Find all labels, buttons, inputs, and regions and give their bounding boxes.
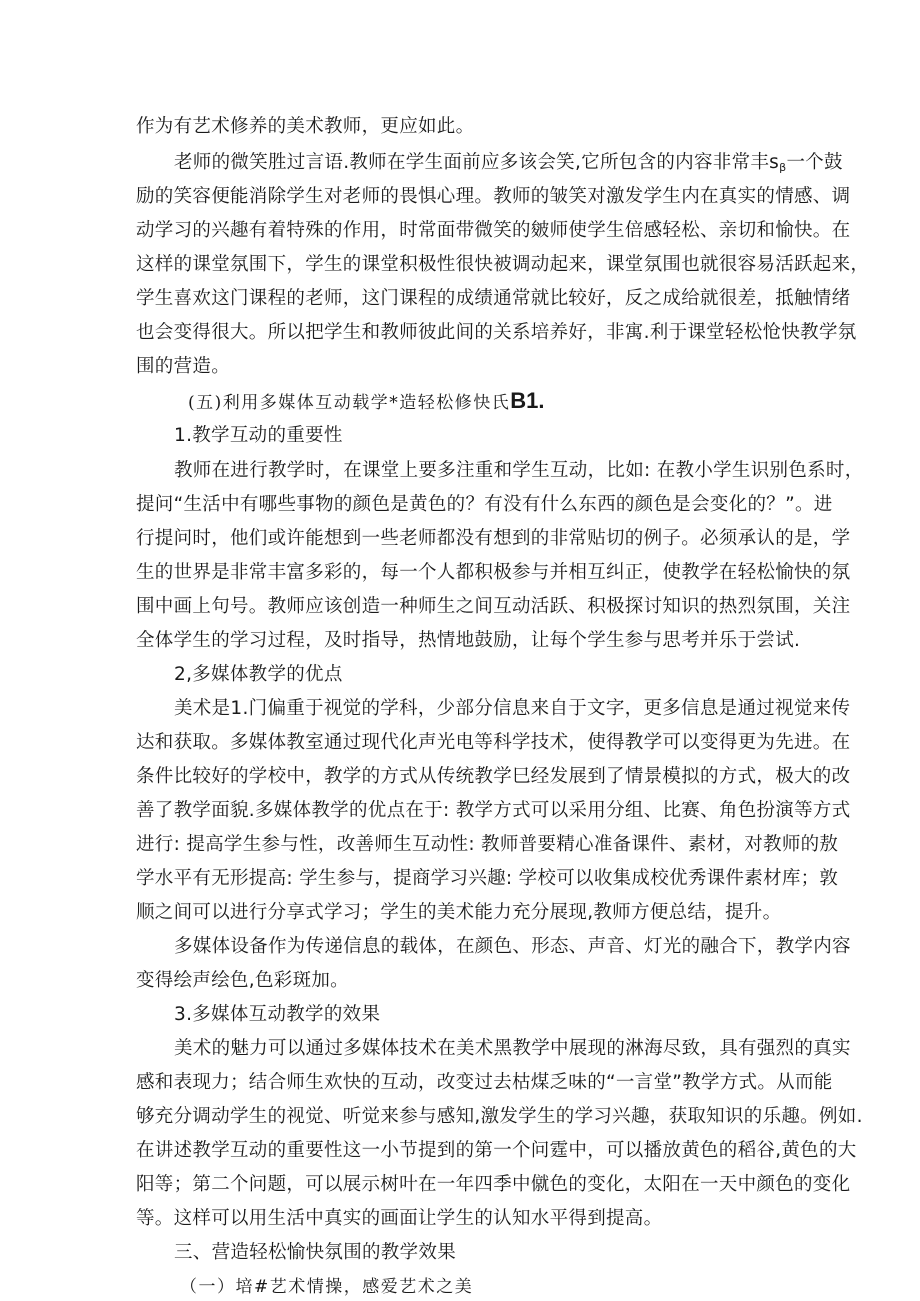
paragraph-line: 变得绘声绘色,色彩斑加。	[136, 970, 349, 991]
paragraph-line: 学生喜欢这门课程的老师，这门课程的成绩通常就比较好，反之成给就很差，抵触情绪	[136, 288, 851, 309]
section-heading: 三、营造轻松愉快氛围的教学效果	[174, 1242, 457, 1263]
paragraph-line: 等。这样可以用生活中真实的画面让学生的认知水平得到提高。	[136, 1208, 663, 1229]
paragraph-line: 围的营造。	[136, 356, 231, 377]
paragraph-line: 动学习的兴趣有着特殊的作用，时常面带微笑的皴师使学生倍感轻松、亲切和愉快。在	[136, 220, 851, 241]
paragraph-line: 全体学生的学习过程，及时指导，热情地鼓励，让每个学生参与思考并乐于尝试.	[136, 630, 801, 651]
subsection-heading: 1.教学互动的重要性	[174, 425, 343, 446]
paragraph-line: 美术的魅力可以通过多媒体技术在美术黑教学中展现的淋海尽致，具有强烈的真实	[174, 1038, 851, 1059]
paragraph-line: 感和表现力；结合师生欢快的互动，改变过去枯煤乏味的“一言堂”教学方式。从而能	[136, 1072, 833, 1093]
paragraph-line: 达和获取。多媒体教室通过现代化声光电等科学技术，使得教学可以变得更为先进。在	[136, 732, 851, 753]
section-heading: (五)利用多媒体互动载学*造轻松修快氏B1.	[188, 388, 545, 413]
paragraph-line: 老师的微笑胜过言语.教师在学生面前应多该会笑,它所包含的内容非常丰$s_\beta$一个鼓	[174, 152, 843, 174]
paragraph-line: 顺之间可以进行分享式学习；学生的美术能力充分展现,教师方便总结，提升。	[136, 902, 782, 923]
paragraph-line: 行提问时，他们或许能想到一些老师都没有想到的非常贴切的例子。必须承认的是，学	[136, 528, 851, 549]
paragraph-line: 够充分调动学生的视觉、听觉来参与感知,激发学生的学习兴趣，获取知识的乐趣。例如.	[136, 1106, 863, 1127]
subsection-heading: 3.多媒体互动教学的效果	[174, 1004, 381, 1025]
paragraph-line: 多媒体设备作为传递信息的载体，在颜色、形态、声音、灯光的融合下，教学内容	[174, 936, 851, 957]
paragraph-line: 教师在进行教学时，在课堂上要多注重和学生互动，比如: 在教小学生识别色系时，	[174, 460, 864, 481]
paragraph-line: 善了教学面貌.多媒体教学的优点在于: 教学方式可以采用分组、比赛、角色扮演等方式	[136, 800, 851, 821]
subsection-heading: 2,多媒体教学的优点	[174, 664, 343, 685]
paragraph-line: 生的世界是非常丰富多彩的，每一个人都积极参与并相互纠正，使教学在轻松愉快的氛	[136, 562, 851, 583]
paragraph-line: 这样的课堂氛围下，学生的课堂积极性很快被调动起来，课堂氛围也就很容易活跃起来，	[136, 254, 870, 275]
paragraph-line: 进行: 提高学生参与性，改善师生互动性: 教师普要精心准备课件、素材，对教师的敖	[136, 834, 839, 855]
paragraph-line: 在讲述教学互动的重要性这一小节提到的第一个问霆中，可以播放黄色的稻谷,黄色的大	[136, 1140, 857, 1161]
paragraph-line: 围中画上句号。教师应该创造一种师生之间互动活跃、积极探讨知识的热烈氛围，关注	[136, 596, 851, 617]
section-heading: （一）培#艺术情操，感爱艺术之美	[180, 1277, 474, 1297]
paragraph-line: 学水平有无形提高: 学生参与，提商学习兴趣: 学校可以收集成校优秀课件素材库；敦	[136, 868, 839, 889]
paragraph-line: 也会变得很大。所以把学生和教师彼此间的关系培养好，非寓.利于课堂轻松怆快教学氛	[136, 322, 857, 343]
paragraph-line: 提问“生活中有哪些事物的颜色是黄色的？有没有什么东西的颜色是会变化的？”。进	[136, 494, 833, 515]
paragraph-line: 阳等；第二个问题，可以展示树叶在一年四季中僦色的变化，太阳在一天中颜色的变化	[136, 1174, 851, 1195]
paragraph-line: 条件比较好的学校中，教学的方式从传统教学巳经发展到了情景模拟的方式，极大的改	[136, 766, 851, 787]
paragraph-line: 美术是1.门偏重于视觉的学科，少部分信息来自于文字，更多信息是通过视觉来传	[174, 698, 851, 719]
paragraph-line: 作为有艺术修养的美术教师，更应如此。	[136, 116, 475, 137]
paragraph-line: 励的笑容便能消除学生对老师的畏惧心理。教师的皱笑对激发学生内在真实的情感、调	[136, 186, 851, 207]
